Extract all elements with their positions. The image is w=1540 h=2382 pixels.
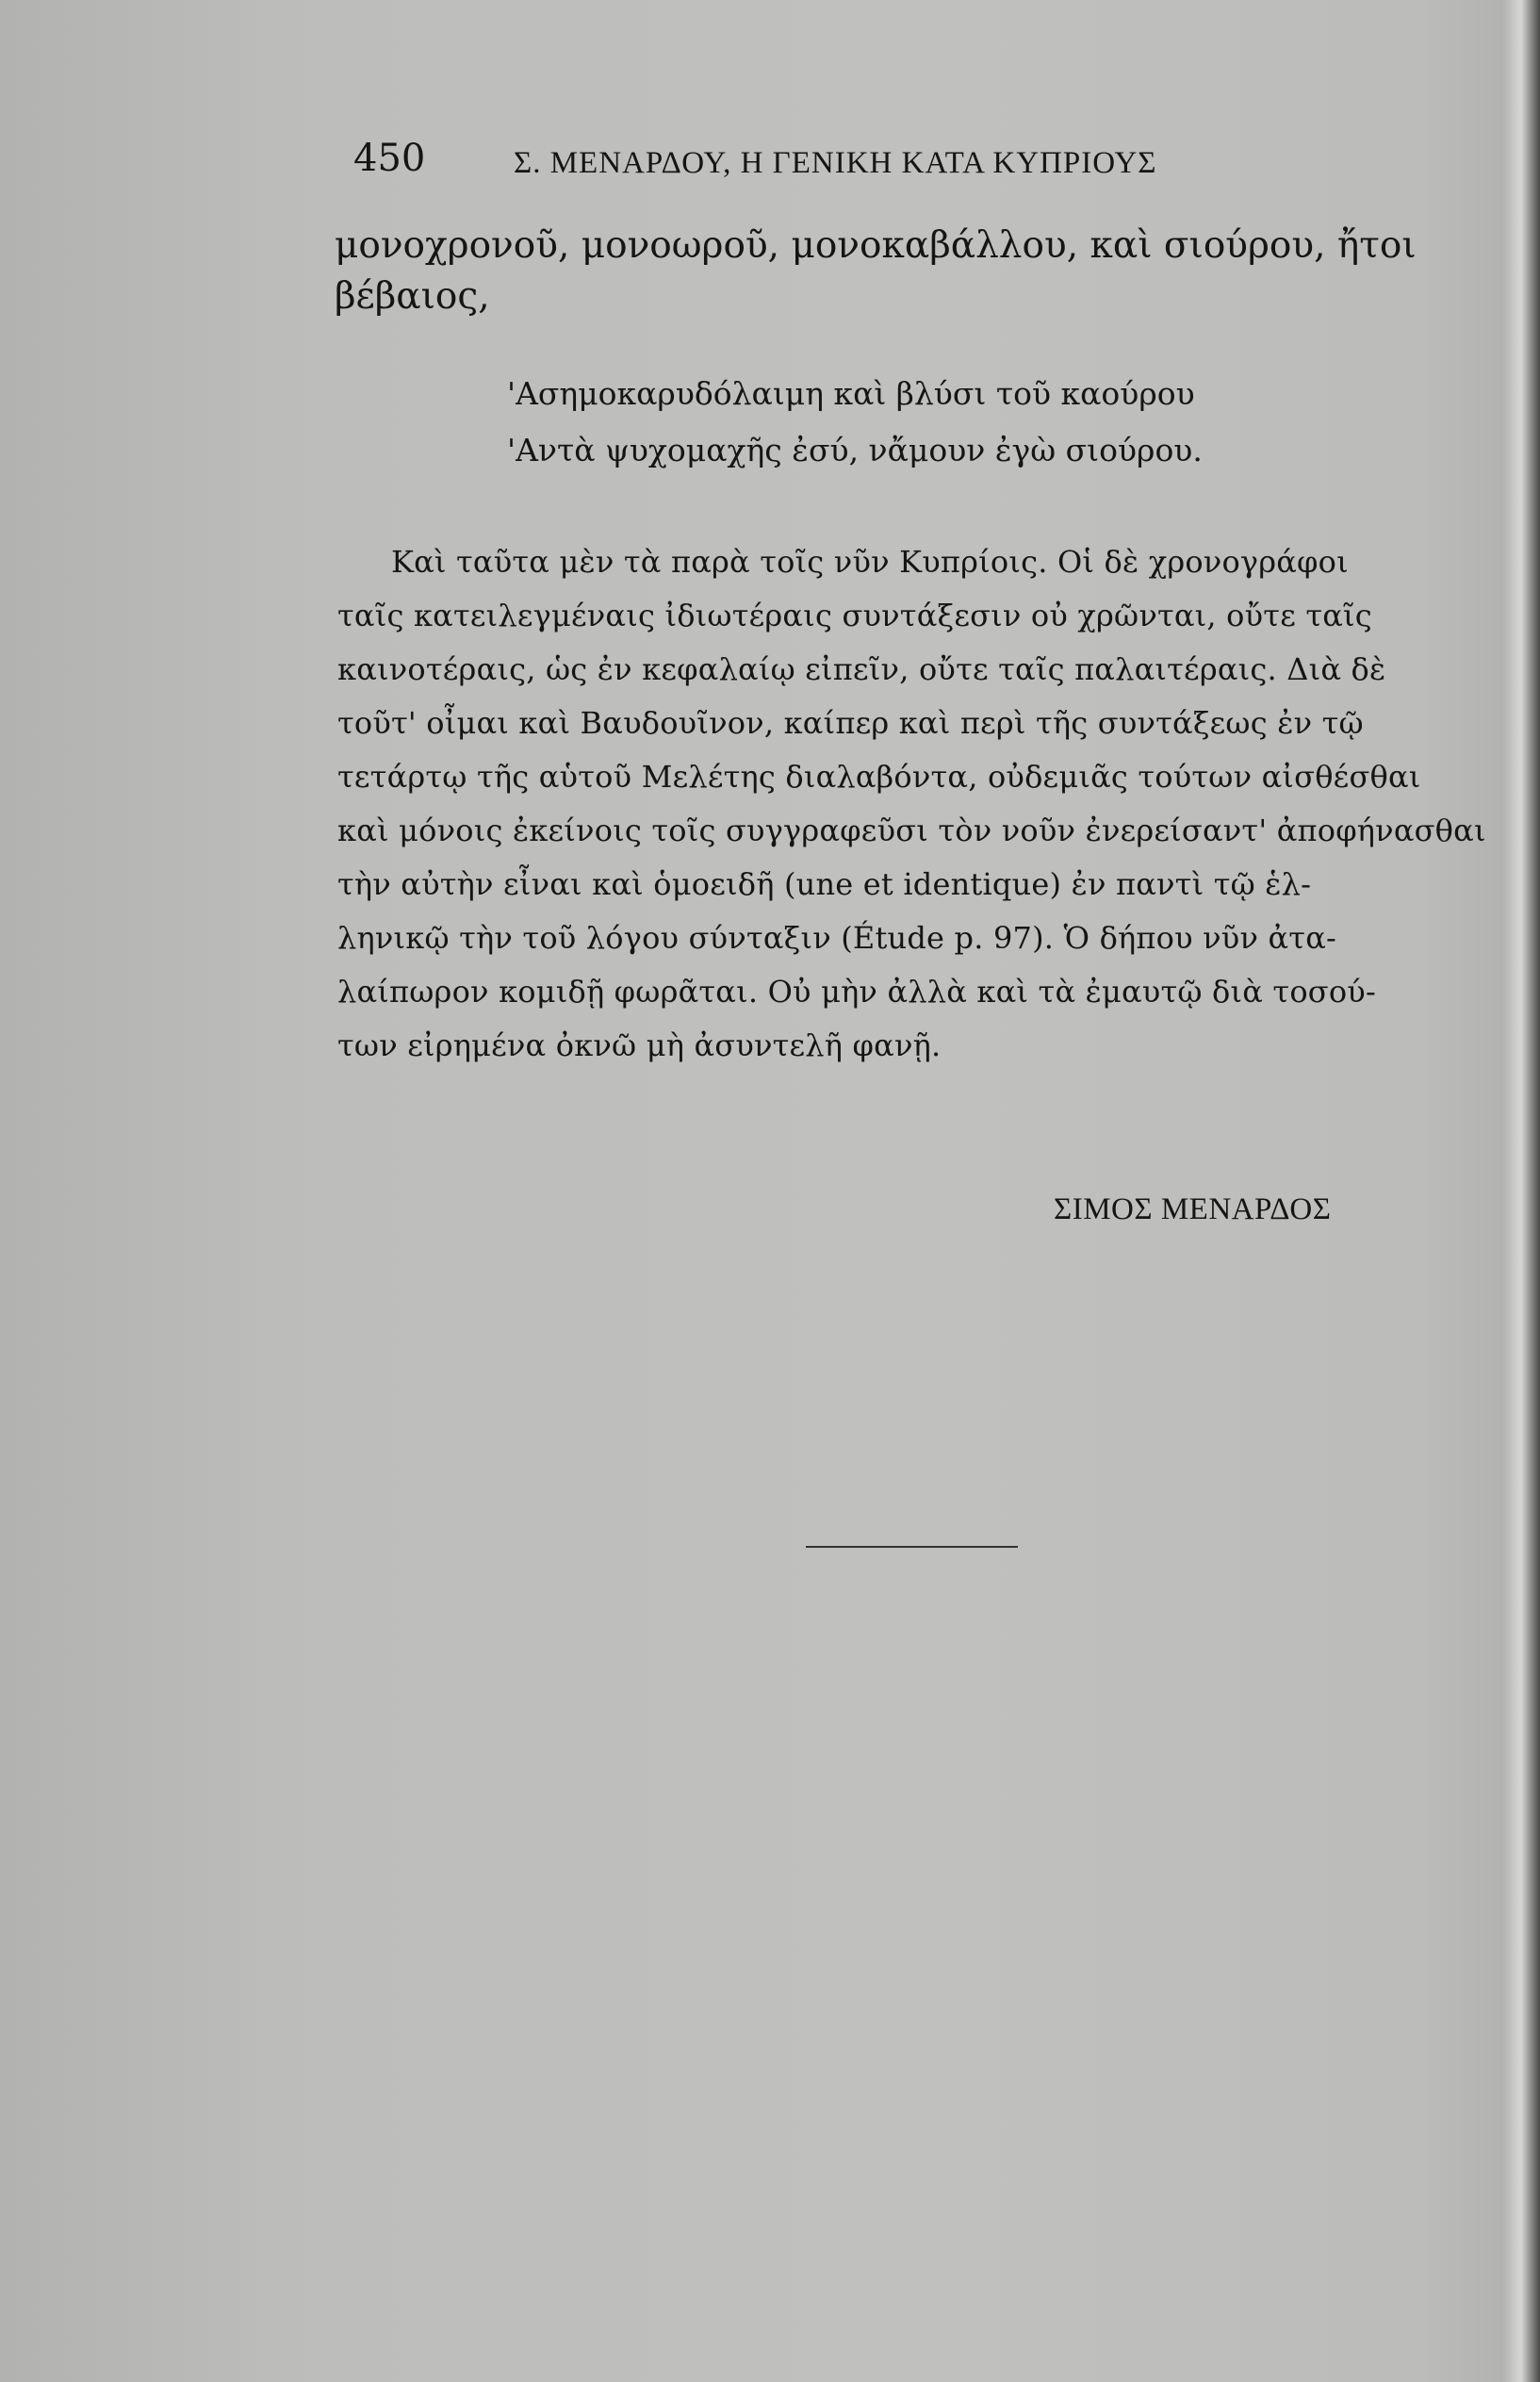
body-line-7: τὴν αὐτὴν εἶναι καὶ ὁμοειδῆ (une et identique) ἐν παντὶ τῷ ἑλ- [337, 866, 1312, 902]
author-signature: ΣΙΜΟΣ ΜΕΝΑΡΔΟΣ [1054, 1192, 1332, 1226]
body-line-10: των εἰρημένα ὀκνῶ μὴ ἀσυντελῆ φανῇ. [337, 1027, 942, 1063]
page-number: 450 [353, 137, 426, 180]
body-line-3: καινοτέραις, ὡς ἐν κεφαλαίῳ εἰπεῖν, οὔτε ταῖς παλαιτέραις. Διὰ δὲ [337, 651, 1386, 687]
page-edge-shadow [1502, 0, 1540, 2382]
body-line-1: Καὶ ταῦτα μὲν τὰ παρὰ τοῖς νῦν Κυπρίοις. Οἱ δὲ χρονογράφοι [391, 544, 1349, 580]
page-header [353, 137, 1334, 193]
body-line-9: λαίπωρον κομιδῇ φωρᾶται. Οὐ μὴν ἀλλὰ καὶ τὰ ἐμαυτῷ διὰ τοσού- [337, 974, 1376, 1010]
body-line-6: καὶ μόνοις ἐκείνοις τοῖς συγγραφεῦσι τὸν νοῦν ἐνερείσαντ' ἀποφήνασθαι [337, 813, 1486, 848]
verse-line-1: 'Ασημοκαρυδόλαιμη καὶ βλύσι τοῦ καούρου [507, 375, 1195, 412]
running-head: Σ. ΜΕΝΑΡΔΟΥ, Η ΓΕΝΙΚΗ ΚΑΤΑ ΚΥΠΡΙΟΥΣ [514, 146, 1157, 180]
intro-line-1: μονοχρονοῦ, μονοωροῦ, μονοκαβάλλου, καὶ σιούρου, ἤτοι [335, 224, 1417, 267]
body-line-5: τετάρτῳ τῆς αὑτοῦ Μελέτης διαλαβόντα, οὐδεμιᾶς τούτων αἰσθέσθαι [337, 759, 1421, 795]
intro-line-2: βέβαιος, [335, 275, 490, 318]
body-line-2: ταῖς κατειλεγμέναις ἰδιωτέραις συντάξεσιν οὐ χρῶνται, οὔτε ταῖς [337, 598, 1372, 633]
end-rule [806, 1546, 1018, 1548]
verse-line-2: 'Αντὰ ψυχομαχῆς ἐσύ, νἄμουν ἐγὼ σιούρου. [507, 432, 1203, 468]
body-line-4: τοῦτ' οἶμαι καὶ Βαυδουῖνον, καίπερ καὶ περὶ τῆς συντάξεως ἐν τῷ [337, 705, 1364, 741]
body-line-8: ληνικῷ τὴν τοῦ λόγου σύνταξιν (Étude p. 97). Ὁ δήπου νῦν ἀτα- [337, 920, 1337, 956]
